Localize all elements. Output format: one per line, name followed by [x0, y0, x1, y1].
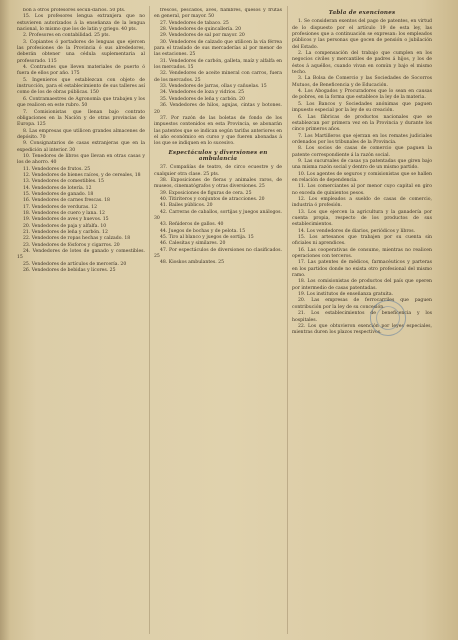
paragraph: 10. Los agentes de seguros y comisionistas que se hallen en relación de dependencia.	[292, 171, 432, 183]
paragraph: 37. Compañías de teatro, de circo ecuestre y de cualquier otra clase. 25 pts.	[154, 165, 282, 177]
paragraph: 18. Vendedores de cuero y lana. 12	[23, 211, 105, 216]
page-binding-shadow	[0, 0, 10, 640]
paragraph: 41. Bailes públicos. 20	[160, 203, 213, 209]
paragraph: 15. Los artesanos que trabajen por su cuenta sin oficiales ni aprendices.	[292, 235, 432, 247]
section-heading-espectaculos: Espectáculos y diversiones en ambulancia	[168, 149, 268, 162]
paragraph: 14. Los vendedores de diarios, periódicos y libros.	[298, 228, 416, 234]
paragraph: 3. La Bolsa de Comercio y las Sociedades de Socorros Mutuos, de Beneficencia y de Educación.	[292, 76, 432, 88]
paragraph: 17. Vendedores de verduras. 12	[23, 204, 98, 210]
paragraph: 19. Vendedores de aves y huevos. 15	[23, 217, 109, 223]
paragraph: 7. Los Martilleros que ejerzan en los remates judiciales ordenados por los tribunales de la Provincia.	[292, 133, 432, 145]
paragraph: 8. Los socios de casas de comercio que paguen la patente correspondiente á la razón social.	[292, 146, 432, 158]
paragraph: 31. Vendedores de carbón, galleta, maíz y alfalfa en los mercados. 15	[154, 58, 282, 71]
paragraph: 15. Los profesores lengua extranjera que no estuvieren autorizados á la enseñanza de la lengua nacional, lo mismo que los de latin y griego. 40 pts.	[17, 14, 145, 33]
paragraph: 42. Carreras de caballos, sortijas y juegos análogos. 30	[154, 209, 282, 221]
paragraph: 40. Titiriteros y conjuntos de atracciones. 20	[160, 196, 265, 202]
paragraph: 44. Juegos de bochas y de pelota. 15	[160, 228, 246, 234]
paragraph: 26. Vendedores de bebidas y licores. 25	[23, 268, 116, 274]
paragraph: 10. Tenedores de libros que llevan en otras casas y los de ahorro. 40	[17, 153, 145, 166]
paragraph: 16. Vendedores de carnes frescas. 18	[23, 198, 110, 204]
paragraph: 22. Los que obtuvieron exención por leyes especiales, mientras duren los plazos respectivos.	[292, 323, 432, 336]
paragraph: 16. Las cooperativas de consumo, mientras no realicen operaciones con terceros.	[292, 247, 432, 260]
paragraph: 17. Las patentes de médicos, farmacéuticos y parteras en los partidos donde no exista otro profesional del mismo ramo.	[292, 260, 432, 279]
paragraph: 33. Vendedores de jarras, ollas y cañuelas. 15	[160, 84, 267, 90]
paragraph: 38. Exposiciones de fieras y animales raros, de museos, cinematógrafos y otras diversiones. 25	[154, 177, 282, 190]
paragraph: frescos, pescados, aves, fiambres, quesos y frutas en general, por mayor. 50	[154, 8, 282, 20]
paragraph: 21. Los establecimientos de beneficencia y los hospitales.	[292, 311, 432, 323]
paragraph: 5. Los Bancos y Sociedades anónimas que paguen impuesto especial por la ley de su creación.	[292, 101, 432, 114]
paragraph: 9. Consignatarios de casas extranjeras que en la expedición al interior. 30	[17, 141, 145, 153]
section-heading-exenciones: Tabla de exenciones	[328, 10, 396, 16]
paragraph: 48. Kioskos ambulantes. 25	[160, 260, 225, 266]
paragraph: 7. Comisionistas que llenan bajo contrato obligaciones en la Nación y de otras provincias de Europa. 125	[17, 109, 145, 128]
paragraph: 2. La compensación del trabajo que cumplen en los negocios civiles y mercantiles de padres á hijos, y los de éstos á aquéllos, cuando vivan en común y bajo el mismo techo.	[292, 51, 432, 76]
paragraph: 47. Por espectáculos de diversiones no clasificados. 25	[154, 247, 282, 260]
paragraph: 20. Vendedores de paja y alfalfa. 10	[23, 223, 107, 229]
paragraph: 45. Tiro al blanco y juegos de sortija. 15	[160, 235, 254, 241]
paragraph: 29. Vendedores de sal por mayor. 20	[160, 33, 245, 39]
paragraph: 20. Las empresas de ferrocarriles que paguen contribución por la ley de su concesión.	[292, 298, 432, 310]
paragraph: 5. Ingenieros que establezcan con objeto de instrucción, para el establecimiento de sus talleres así como de los de obras públicas. 150	[17, 77, 145, 96]
paragraph: 25. Vendedores de artículos de mercería. 20	[23, 261, 127, 267]
column-rule-1	[149, 6, 150, 634]
paragraph: 4. Contrastes que lleven materiales de puerto ó fuera de ellos por año. 175	[17, 65, 145, 77]
paragraph: 28. Vendedores de quincallería. 20	[160, 27, 242, 33]
paragraph: 22. Vendedores de ropas hechas y calzado. 18	[23, 236, 131, 242]
paragraph: 6. Contramaestres de Agronomía que trabajen y los que realicen en este rubro. 50	[17, 96, 145, 109]
column-1	[17, 8, 145, 632]
paragraph: 1. Se consideran exentos del pago de patentes, en virtud de lo dispuesto por el artículo 19 de esta ley, las profesiones que a continuación se expresan: los empleados públicos y las personas que gocen de pensión o jubilación del Estado.	[292, 19, 432, 50]
paragraph: 30. Vendedores de calzado que utilicen la vía férrea para el traslado de sus mercaderías al por menor de las estaciones. 25	[154, 39, 282, 58]
paragraph: 24. Vendedores de lotes de ganado y comestibles. 15	[17, 249, 145, 261]
paragraph: 36. Vendedores de hilos, agujas, cintas y botones. 20	[154, 103, 282, 115]
column-3	[292, 8, 432, 632]
paragraph: 27. Vendedores de tabaco. 25	[160, 20, 229, 26]
paragraph: 46. Calesitas y similares. 20	[160, 241, 226, 247]
paragraph: 37. Por razón de las boletas de fondo de los impuestos contenidos en esta Provincia, se abonarán las patentes que se indican según tarifas anteriores en el año económico en curso y que fueren abonadas á los que se indiquen en lo sucesivo.	[154, 115, 282, 147]
paragraph: 12. Los empleados a sueldo de casas de comercio, industria ó profesión.	[292, 196, 432, 209]
column-rule-2	[287, 6, 288, 634]
paragraph: 19. Los institutos de enseñanza gratuita.	[298, 292, 394, 298]
paragraph: 2. Profesores en contabilidad. 25 pts.	[23, 33, 110, 39]
paragraph: 14. Vendedores de lotería. 12	[23, 185, 92, 191]
paragraph: 6. Las fábricas de productos nacionales que se establezcan por primera vez en la Provincia y durante los cinco primeros años.	[292, 114, 432, 133]
paragraph: 8. Las empresas que utilicen grandes almacenes de depósito. 70	[17, 128, 145, 140]
paragraph: 39. Exposiciones de figuras de cera. 25	[160, 190, 252, 196]
paragraph: 43. Reñideros de gallos. 40	[160, 222, 224, 228]
paragraph: 13. Vendedores de comestibles. 15	[23, 179, 104, 185]
paragraph: 21. Vendedores de leña y carbón. 12	[23, 230, 108, 236]
paragraph: 32. Vendedores de aceite mineral con carros, fuera de los mercados. 25	[154, 71, 282, 83]
paragraph: 34. Vendedores de loza y vidrios. 25	[160, 90, 245, 96]
paragraph: 11. Los comerciantes al por menor cuyo capital en giro no exceda de quinientos pesos.	[292, 184, 432, 196]
paragraph: 13. Los que ejercen la agricultura y la ganadería por cuenta propia, respecto de los productos de sus establecimientos.	[292, 209, 432, 228]
paragraph: bon á otros profesores secun-darios. 50 pts.	[23, 8, 126, 13]
paragraph: 4. Los Abogados y Procuradores que lo sean en causas de pobres, en la forma que establece la ley de la materia.	[292, 89, 432, 101]
paragraph: 35. Vendedores de leña y carbón. 20	[160, 96, 245, 102]
paragraph: 18. Los comisionistas de productos del país que operen por intermedio de casas patentadas.	[292, 279, 432, 291]
paragraph: 11. Vendedores de frutos. 25	[23, 166, 91, 172]
paragraph: 12. Vendedores de bienes raíces, y de cereales, 18	[23, 172, 141, 178]
paragraph: 3. Copiantes ó portadores de lenguas que ejercen las profesiones de la Provincia ó sus alrededores, deberán obtener una cédula suplementaria al profesorado. 115	[17, 39, 145, 64]
paragraph: 23. Vendedores de fósforos y cigarros. 20	[23, 242, 120, 248]
paragraph: 15. Vendedores de ganado. 18	[23, 191, 94, 197]
paragraph: 9. Las sucursales de casas ya patentadas que giren bajo una misma razón social y dentro de un mismo partido.	[292, 158, 432, 171]
column-2	[154, 8, 282, 632]
